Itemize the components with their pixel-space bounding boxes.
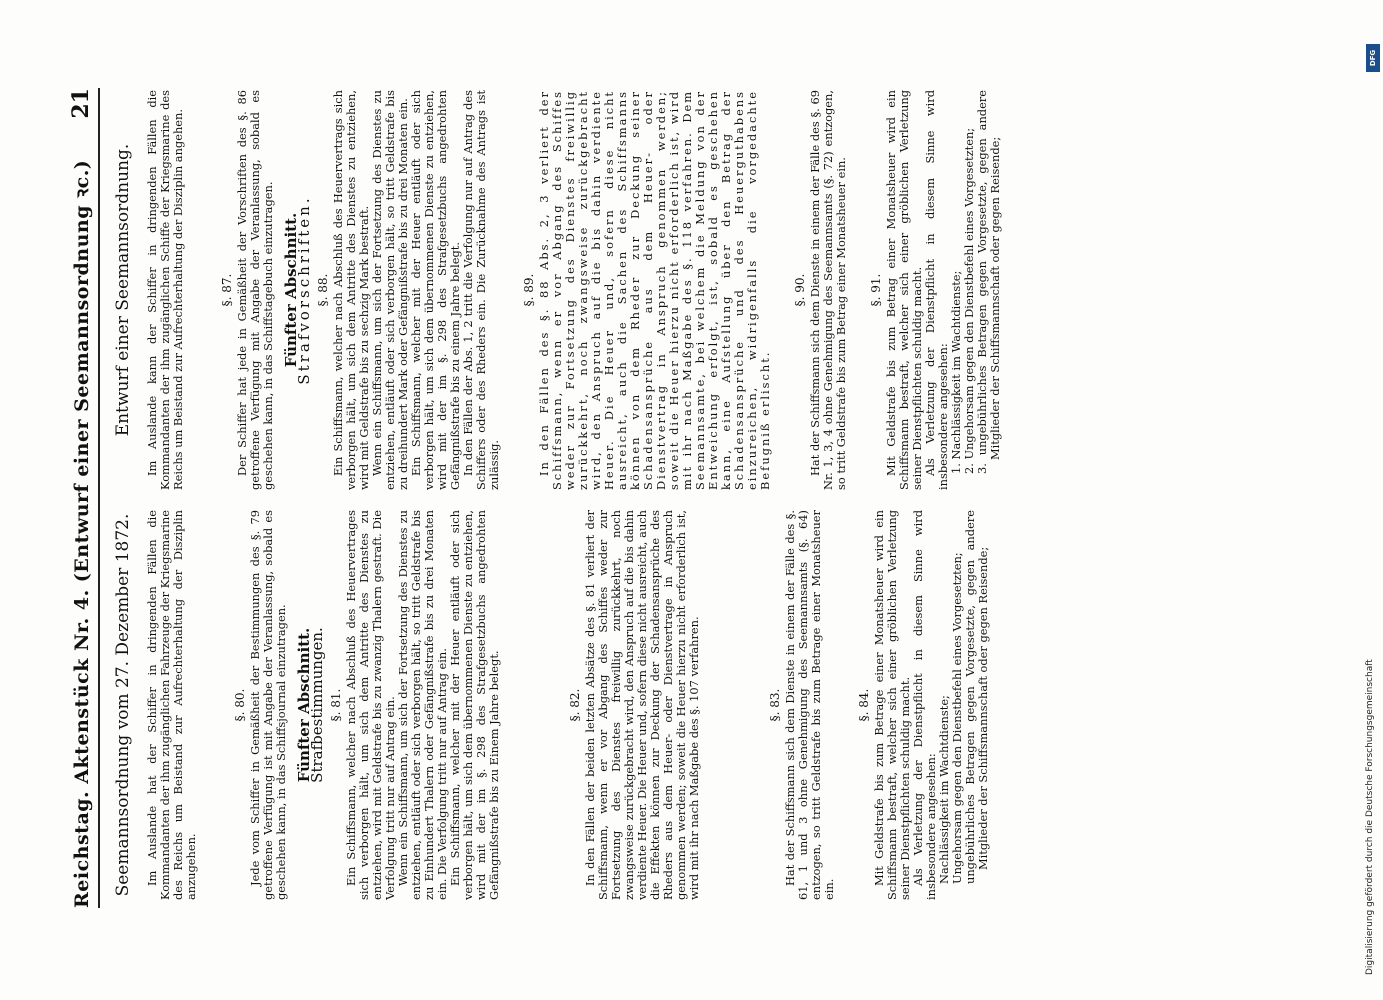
list-item: ungebührliches Betragen gegen Vorgesetzte, gegen andere Mitglieder der Schiffsmannschaft oder gegen Reisende; [963,510,990,884]
page-number: 21 [68,88,94,119]
section-84-list [938,510,990,900]
section-81-para-3: Ein Schiffsmann, welcher mit der Heuer entläuft oder sich verborgen hält, um sich dem übernommenen Dienste zu entziehen, wird mit der im §. 298 des Strafgesetzbuchs angedrohten Gefängnißstrafe bis zu Einem Jahre belegt. [448,510,501,900]
left-column [112,510,990,900]
section-87-heading: §. 87. [220,273,234,307]
right-intro-paragraph: Im Auslande kann der Schiffer in dringenden Fällen die Kommandanten der ihm zugänglichen Schiffe der Kriegsmarine des Reichs um Beistand zur Aufrechterhaltung der Disziplin angehen. [145,90,185,490]
section-88-para-4: In den Fällen der Abs. 1, 2 tritt die Verfolgung nur auf Antrag des Schiffers oder des Rheders ein. Die Zurücknahme des Antrags ist zulässig. [461,90,501,490]
list-item: Ungehorsam gegen den Dienstbefehl eines Vorgesetzten; [950,552,964,884]
list-item: Nachlässigkeit im Wachtdienste; [937,695,951,884]
section-81-para-1: Ein Schiffsmann, welcher nach Abschluß des Heuervertrages sich verborgen hält, um sich dem Antritte des Dienstes zu entziehen, wird mit Geldstrafe bis zu zwanzig Thalern gestraft. Die Verfolgung tritt nur auf Antrag ein. [344,510,397,900]
left-section-subtitle: Strafbestimmungen. [308,627,326,783]
right-column-title: Entwurf einer Seemannsordnung. [113,143,133,437]
section-90-text: Hat der Schiffsmann sich dem Dienste in einem der Fälle des §. 69 Nr. 1, 3, 4 ohne Genehmigung des Seemannsamts (§. 72) entzogen, so tritt Geldstrafe bis zum Betrag einer Monatsheuer ein. [808,90,848,490]
section-88-para-1: Ein Schiffsmann, welcher nach Abschluß des Heuervertrags sich verborgen hält, um sich dem Antritte des Dienstes zu entziehen, wird mit Geldstrafe bis zu sechzig Mark bestraft. [331,90,371,490]
section-84-heading: §. 84. [857,688,871,722]
list-item: 3. ungebührliches Betragen gegen Vorgesetzte, gegen andere Mitglieder der Schiffsmannschaft oder gegen Reisende; [975,90,1002,474]
section-89-heading: §. 89. [522,273,536,307]
section-84-text: Mit Geldstrafe bis zum Betrage einer Monatsheuer wird ein Schiffsmann bestraft, welcher sich einer gröblichen Verletzung seiner Dienstpflichten schuldig macht. [872,510,912,900]
section-83-text: Hat der Schiffsmann sich dem Dienste in einem der Fälle des §. 61, 1 und 3 ohne Genehmigung des Seemannsamts (§. 64) entzogen, so tritt Geldstrafe bis zum Betrage einer Monatsheuer ein. [783,510,836,900]
list-item: 2. Ungehorsam gegen den Dienstbefehl eines Vorgesetzten; [962,127,976,474]
section-91-heading: §. 91. [869,273,883,307]
page-header [68,88,96,908]
right-section-subtitle: Strafvorschriften. [295,195,313,385]
left-column-title: Seemannsordnung vom 27. Dezember 1872. [113,513,133,897]
section-87-text: Der Schiffer hat jede in Gemäßheit der Vorschriften des §. 86 getroffene Verfügung mit Angabe der Veranlassung, sobald es geschehen kann, in das Schiffstagebuch einzutragen. [235,90,275,490]
section-88-heading: §. 88. [316,273,330,307]
right-section-title: Fünfter Abschnitt. [282,212,300,368]
section-82-text: In den Fällen der beiden letzten Absätze des §. 81 verliert der Schiffsmann, wenn er vor Abgang des Schiffes weder zur Fortsetzung des Dienstes freiwillig zurückkehrt, noch zwangsweise zurückgebracht wird, den Anspruch auf die bis dahin verdiente Heuer. Die Heuer und, sofern diese nicht ausreicht, auch die Effekten können zur Deckung der Schadensansprüche des Rheders aus dem Heuer- oder Dienstvertrage in Anspruch genommen werden; soweit die Heuer hierzu nicht erforderlich ist, wird mit ihr nach Maßgabe des §. 107 verfahren. [583,510,701,900]
section-83-heading: §. 83. [768,688,782,722]
running-header: Reichstag. Aktenstück Nr. 4. (Entwurf einer Seemannsordnung ꝛc.) [71,159,93,908]
section-80-heading: §. 80. [233,688,247,722]
right-column [112,90,1002,490]
section-91-text-2: Als Verletzung der Dienstpflicht in diesem Sinne wird insbesondere angesehen: [923,90,950,490]
list-item: 1. Nachlässigkeit im Wachtdienste; [949,270,963,474]
section-88-para-2: Wenn ein Schiffsmann, um sich der Fortsetzung des Dienstes zu entziehen, entläuft oder sich verborgen hält, so tritt Geldstrafe bis zu dreihundert Mark oder Gefängnißstrafe bis zu drei Monaten ein. [370,90,410,490]
dfg-logo: DFG [1366,44,1380,72]
section-91-list [950,90,1002,490]
left-intro-paragraph: Im Auslande hat der Schiffer in dringenden Fällen die Kommandanten der ihm zugänglichen Fahrzeuge der Kriegsmarine des Reichs um Beistand zur Aufrechterhaltung der Disziplin anzugehen. [145,510,198,900]
header-rule [98,88,100,908]
left-section-title: Fünfter Abschnitt. [295,627,313,783]
digitization-credit: Digitalisierung gefördert durch die Deutsche Forschungsgemeinschaft [1365,659,1375,975]
section-81-heading: §. 81. [329,688,343,722]
section-88-para-3: Ein Schiffsmann, welcher mit der Heuer entläuft oder sich verborgen hält, um sich dem übernommenen Dienste zu entziehen, wird mit der im §. 298 des Strafgesetzbuchs angedrohten Gefängnißstrafe bis zu einem Jahre belegt. [409,90,462,490]
section-81-para-2: Wenn ein Schiffsmann, um sich der Fortsetzung des Dienstes zu entziehen, entläuft oder sich verborgen hält, so tritt Geldstrafe bis zu Einhundert Thalern oder Gefängnißstrafe bis zu drei Monaten ein. Die Verfolgung tritt nur auf Antrag ein. [396,510,449,900]
section-84-text-2: Als Verletzung der Dienstpflicht in diesem Sinne wird insbesondere angesehen: [911,510,938,900]
section-90-heading: §. 90. [793,273,807,307]
section-91-text: Mit Geldstrafe bis zum Betrag einer Monatsheuer wird ein Schiffsmann bestraft, welcher sich einer gröblichen Verletzung seiner Dienstpflichten schuldig macht. [884,90,924,490]
section-89-text: In den Fällen des §. 88 Abs. 2, 3 verliert der Schiffsmann, wenn er vor Abgang des Schiffes weder zur Fortsetzung des Dienstes freiwillig zurückkehrt, noch zwangsweise zurückgebracht wird, den Anspruch auf die bis dahin verdiente Heuer. Die Heuer und, sofern diese nicht ausreicht, auch die Sachen des Schiffsmanns können von dem Rheder zur Deckung seiner Schadensansprüche aus dem Heuer- oder Dienstvertrag in Anspruch genommen werden; soweit die Heuer hierzu nicht erforderlich ist, wird mit ihr nach Maßgabe des §. 118 verfahren. Dem Seemannsamte, bei welchem die Meldung von der Entweichung erfolgt, ist, sobald es geschehen kann, eine Aufstellung über den Betrag der Schadensansprüche und des Heuerguthabens einzureichen, widrigenfalls die vorgedachte Befugniß erlischt. [537,90,772,490]
section-80-text: Jede vom Schiffer in Gemäßheit der Bestimmungen des §. 79 getroffene Verfügung ist mit Angabe der Veranlassung, sobald es geschehen kann, in das Schiffsjournal einzutragen. [248,510,288,900]
section-82-heading: §. 82. [568,688,582,722]
